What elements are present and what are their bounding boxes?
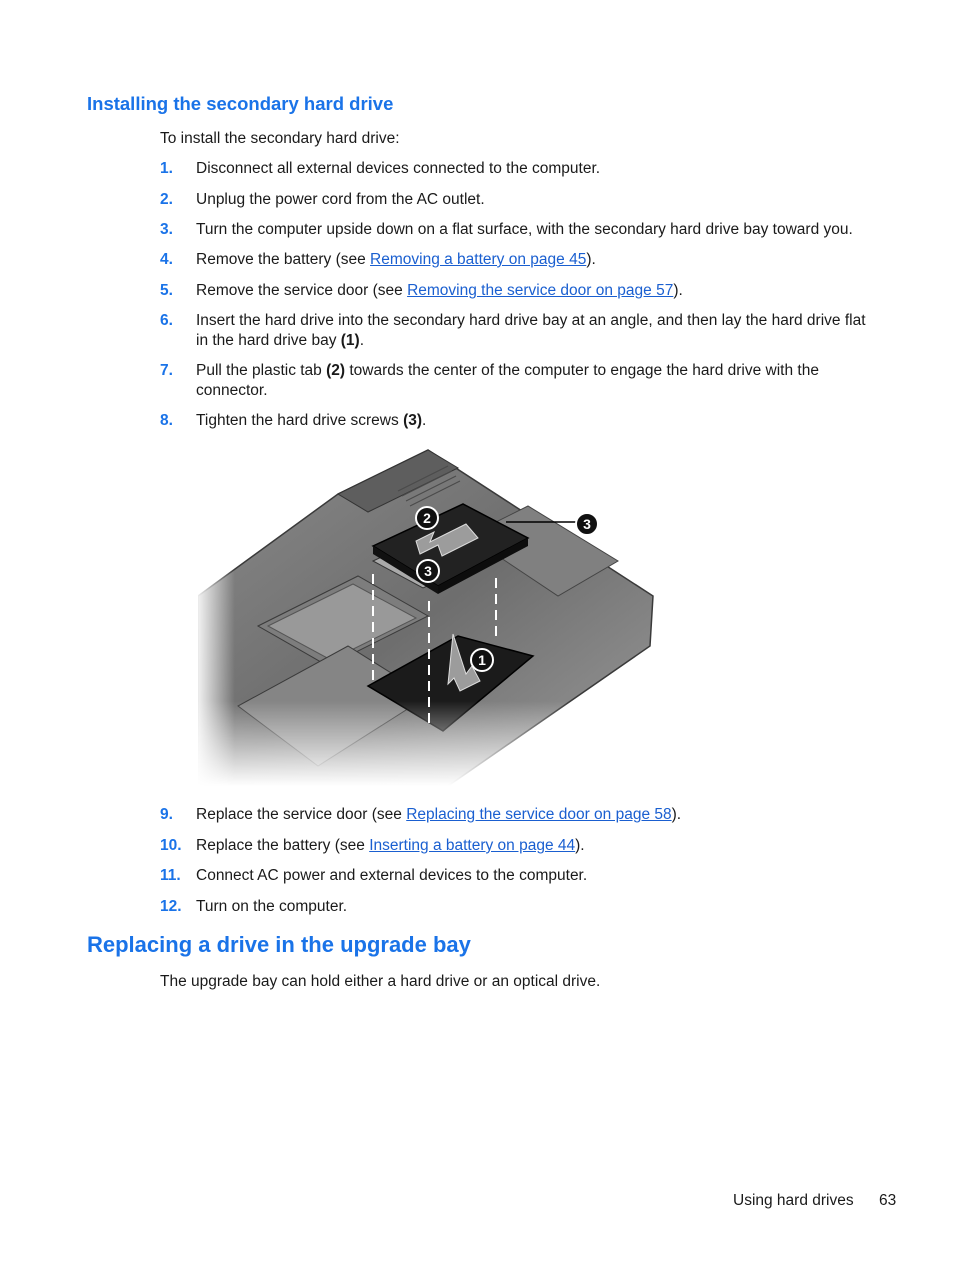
step-text: Insert the hard drive into the secondary hard drive bay at an angle, and then lay the hard drive flat in the hard drive bay (196, 312, 866, 349)
step-text: ). (575, 837, 585, 854)
step-12 (160, 897, 880, 917)
step-number: 1. (160, 160, 173, 177)
intro-text: To install the secondary hard drive: (160, 130, 400, 147)
step-text: Pull the plastic tab (196, 362, 327, 379)
section2-heading: Replacing a drive in the upgrade bay (87, 932, 471, 957)
step-10 (160, 836, 880, 856)
step-number: 8. (160, 412, 173, 429)
step-number: 4. (160, 251, 173, 268)
step-9 (160, 805, 880, 825)
step-8 (160, 411, 880, 431)
step-number: 9. (160, 806, 173, 823)
step-number: 2. (160, 191, 173, 208)
link-inserting-battery[interactable]: Inserting a battery on page 44 (369, 837, 576, 854)
step-text: . (359, 332, 365, 349)
step-text: ). (586, 251, 596, 268)
step-text: Turn on the computer. (196, 898, 348, 915)
step-7 (160, 361, 880, 401)
laptop-bottom-illustration (198, 446, 658, 786)
hard-drive-illustration (198, 446, 658, 786)
link-removing-service-door[interactable]: Removing the service door on page 57 (407, 282, 674, 299)
link-removing-battery[interactable]: Removing a battery on page 45 (370, 251, 587, 268)
step-text: Connect AC power and external devices to the computer. (196, 867, 588, 884)
step-text: Replace the battery (see (196, 837, 370, 854)
step-text: Remove the service door (see (196, 282, 408, 299)
step-text: Replace the service door (see (196, 806, 407, 823)
step-number: 6. (160, 312, 173, 329)
step-5 (160, 281, 880, 301)
step-text: . (422, 412, 427, 429)
step-number: 3. (160, 221, 173, 238)
step-11 (160, 866, 880, 886)
step-number: 10. (160, 837, 182, 854)
step-number: 12. (160, 898, 182, 915)
callout-ref: (2) (326, 362, 346, 379)
step-text: ). (671, 806, 682, 823)
step-text: ). (673, 282, 683, 299)
link-replacing-service-door[interactable]: Replacing the service door on page 58 (406, 806, 672, 823)
step-number: 5. (160, 282, 173, 299)
step-text: Disconnect all external devices connected to the computer. (196, 160, 601, 177)
step-text: Unplug the power cord from the AC outlet. (196, 191, 485, 208)
callout-ref: (1) (340, 332, 360, 349)
step-text: Remove the battery (see (196, 251, 371, 268)
step-1 (160, 159, 880, 179)
callout-ref: (3) (403, 412, 423, 429)
step-6 (160, 311, 880, 351)
page-number: 63 (879, 1192, 897, 1209)
step-4 (160, 250, 880, 270)
step-text: Tighten the hard drive screws (196, 412, 404, 429)
footer-chapter: Using hard drives (733, 1192, 854, 1209)
step-2 (160, 190, 880, 210)
section2-intro: The upgrade bay can hold either a hard drive or an optical drive. (160, 973, 601, 990)
step-number: 7. (160, 362, 173, 379)
step-text: towards the center of the computer to engage the hard drive with the connector. (196, 362, 819, 399)
step-3 (160, 220, 880, 240)
section-heading: Installing the secondary hard drive (87, 93, 394, 114)
step-text: Turn the computer upside down on a flat surface, with the secondary hard drive bay toward you. (196, 221, 853, 238)
step-number: 11. (160, 867, 181, 884)
